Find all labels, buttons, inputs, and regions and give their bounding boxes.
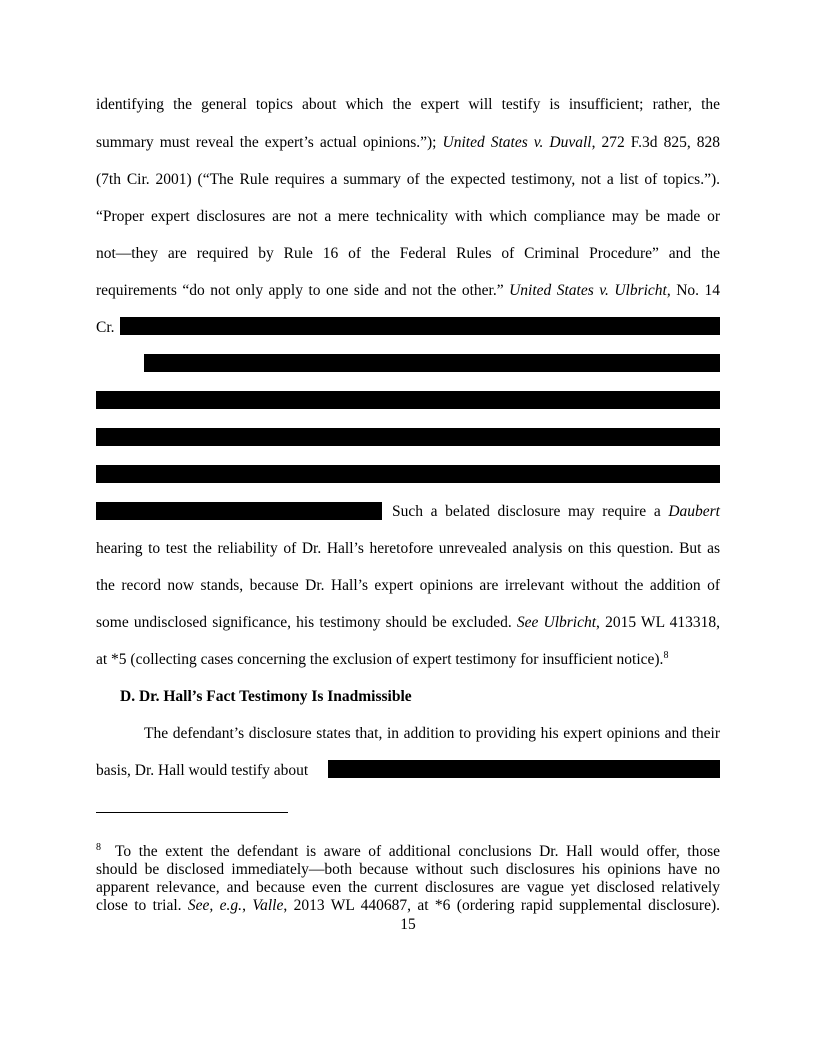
redaction-bar: [96, 428, 720, 446]
redaction-bar: [96, 391, 720, 409]
page-number: 15: [400, 916, 416, 933]
redaction-bar: [96, 502, 382, 520]
footnote-line: $^8$ To the extent the defendant is aware of additional conclusions Dr. Hall would offer, those: [96, 841, 720, 860]
footnote-marker: 8: [96, 841, 101, 853]
redaction-bar: [328, 760, 720, 778]
section-heading: D. Dr. Hall’s Fact Testimony Is Inadmissible: [120, 688, 412, 705]
body-line: summary must reveal the expert’s actual opinions.”); United States v. Duvall, 272 F.3d 825, 828: [96, 134, 720, 151]
body-line: not—they are required by Rule 16 of the Federal Rules of Criminal Procedure” and the: [96, 245, 720, 262]
body-line: the record now stands, because Dr. Hall’s expert opinions are irrelevant without the addition of: [96, 577, 720, 594]
body-line: (7th Cir. 2001) (“The Rule requires a summary of the expected testimony, not a list of topics.”).: [96, 171, 720, 188]
footnote-separator: [96, 812, 288, 813]
case-citation: Daubert: [668, 503, 720, 520]
case-citation: United States v. Duvall: [442, 134, 592, 151]
body-line: identifying the general topics about which the expert will testify is insufficient; rather, the: [96, 96, 720, 113]
redaction-bar: [120, 317, 720, 335]
body-line: basis, Dr. Hall would testify about: [96, 762, 309, 779]
case-citation: See Ulbricht: [516, 614, 597, 631]
case-citation: United States v. Ulbricht: [509, 282, 667, 299]
body-line: Cr.: [96, 319, 115, 336]
body-line: some undisclosed significance, his testimony should be excluded. See Ulbricht, 2015 WL 413318,: [96, 614, 720, 631]
body-line: The defendant’s disclosure states that, in addition to providing his expert opinions and their: [144, 725, 720, 742]
body-line: requirements “do not only apply to one side and not the other.” United States v. Ulbricht, No. 14: [96, 282, 720, 299]
body-line: at *5 (collecting cases concerning the exclusion of expert testimony for insufficient notice).$^8$: [96, 649, 669, 668]
footnote-line: should be disclosed immediately—both because without such disclosures his opinions have no: [96, 861, 720, 878]
redaction-bar: [96, 465, 720, 483]
case-citation: Valle: [252, 897, 284, 914]
body-line: hearing to test the reliability of Dr. Hall’s heretofore unrevealed analysis on this question. But as: [96, 540, 720, 557]
footnote-line: apparent relevance, and because even the current disclosures are vague yet disclosed relatively: [96, 879, 720, 896]
footnote-line: close to trial. See, e.g., Valle, 2013 WL 440687, at *6 (ordering rapid supplemental disclosure).: [96, 897, 721, 914]
body-line: “Proper expert disclosures are not a mere technicality with which compliance may be made or: [96, 208, 720, 225]
redaction-bar: [144, 354, 720, 372]
body-line: Such a belated disclosure may require a Daubert: [392, 503, 720, 520]
footnote-reference: 8: [663, 649, 669, 661]
signal-citation: See, e.g.: [187, 897, 243, 914]
